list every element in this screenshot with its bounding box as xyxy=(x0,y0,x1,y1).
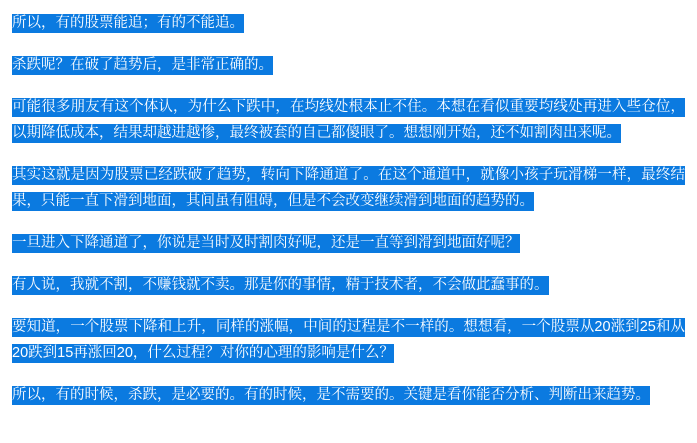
highlighted-text: 有人说，我就不割，不赚钱就不卖。那是你的事情，精于技术者，不会做此蠢事的。 xyxy=(12,277,549,293)
paragraph xyxy=(12,52,685,78)
highlighted-text: 一旦进入下降通道了，你说是当时及时割肉好呢，还是一直等到滑到地面好呢？ xyxy=(12,235,520,251)
highlighted-text: 所以，有的时候，杀跌，是必要的。有的时候，是不需要的。关键是看你能否分析、判断出来趋势。 xyxy=(12,387,650,403)
paragraph xyxy=(12,272,685,298)
paragraph xyxy=(12,94,685,146)
paragraph xyxy=(12,162,685,214)
paragraph xyxy=(12,314,685,366)
highlighted-text: 所以，有的股票能追；有的不能追。 xyxy=(12,15,244,31)
highlighted-text: 可能很多朋友有这个体认，为什么下跌中，在均线处根本止不住。本想在看似重要均线处再进入些仓位，以期降低成本，结果却越进越惨，最终被套的自己都傻眼了。想想刚开始，还不如割肉出来呢。 xyxy=(12,99,685,141)
paragraph xyxy=(12,382,685,408)
highlighted-text: 要知道，一个股票下降和上升，同样的涨幅，中间的过程是不一样的。想想看，一个股票从20涨到25和从20跌到15再涨回20，什么过程？对你的心理的影响是什么？ xyxy=(12,319,685,361)
highlighted-text: 杀跌呢？在破了趋势后，是非常正确的。 xyxy=(12,57,273,73)
paragraph xyxy=(12,10,685,36)
highlighted-text: 其实这就是因为股票已经跌破了趋势，转向下降通道了。在这个通道中，就像小孩子玩滑梯一样，最终结果，只能一直下滑到地面，其间虽有阻碍，但是不会改变继续滑到地面的趋势的。 xyxy=(12,167,685,209)
paragraph xyxy=(12,230,685,256)
